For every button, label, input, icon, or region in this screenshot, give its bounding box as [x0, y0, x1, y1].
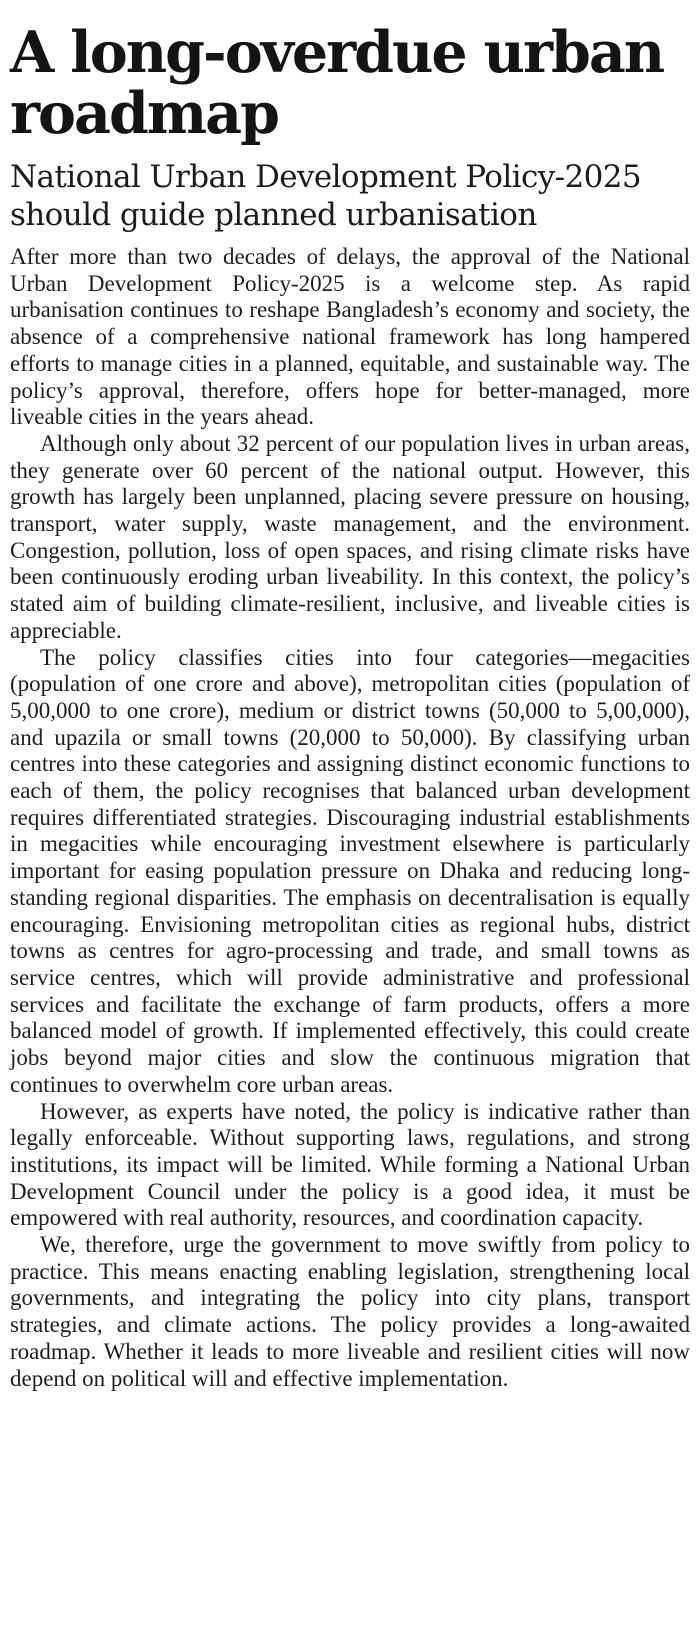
body-paragraph: We, therefore, urge the government to move swiftly from policy to practice. This means enacting enabling legislation, strengthening local governments, and integrating the policy into city plans, transport strategies, and climate actions. The policy provides a long-awaited roadmap. Whether it leads to more liveable and resilient cities will now depend on political will and effective implementation. — [10, 1232, 690, 1391]
body-paragraph: After more than two decades of delays, the approval of the National Urban Development Policy-2025 is a welcome step. As rapid urbanisation continues to reshape Bangladesh’s economy and society, the absence of a comprehensive national framework has long hampered efforts to manage cities in a planned, equitable, and sustainable way. The policy’s approval, therefore, offers hope for better-managed, more liveable cities in the years ahead. — [10, 244, 690, 430]
body-paragraph: Although only about 32 percent of our population lives in urban areas, they generate over 60 percent of the national output. However, this growth has largely been unplanned, placing severe pressure on housing, transport, water supply, waste management, and the environment. Congestion, pollution, loss of open spaces, and rising climate risks have been continuously eroding urban liveability. In this context, the policy’s stated aim of building climate-resilient, inclusive, and liveable cities is appreciable. — [10, 430, 690, 643]
article-body — [10, 244, 690, 1392]
headline: A long-overdue urban roadmap — [10, 19, 664, 147]
body-paragraph: The policy classifies cities into four categories—megacities (population of one crore and above), metropolitan cities (population of 5,00,000 to one crore), medium or district towns (50,000 to 5,00,000), and upazila or small towns (20,000 to 50,000). By classifying urban centres into these categories and assigning distinct economic functions to each of them, the policy recognises that balanced urban development requires differentiated strategies. Discouraging industrial establishments in megacities while encouraging investment elsewhere is particularly important for easing population pressure on Dhaka and reducing long-standing regional disparities. The emphasis on decentralisation is equally encouraging. Envisioning metropolitan cities as regional hubs, district towns as centres for agro-processing and trade, and small towns as service centres, which will provide administrative and professional services and facilitate the exchange of farm products, offers a more balanced model of growth. If implemented effectively, this could create jobs beyond major cities and slow the continuous migration that continues to overwhelm core urban areas. — [10, 644, 690, 1097]
subheadline: National Urban Development Policy-2025 should guide planned urbanisation — [10, 159, 641, 233]
body-paragraph: However, as experts have noted, the policy is indicative rather than legally enforceable. Without supporting laws, regulations, and strong institutions, its impact will be limited. While forming a National Urban Development Council under the policy is a good idea, it must be empowered with real authority, resources, and coordination capacity. — [10, 1098, 690, 1231]
